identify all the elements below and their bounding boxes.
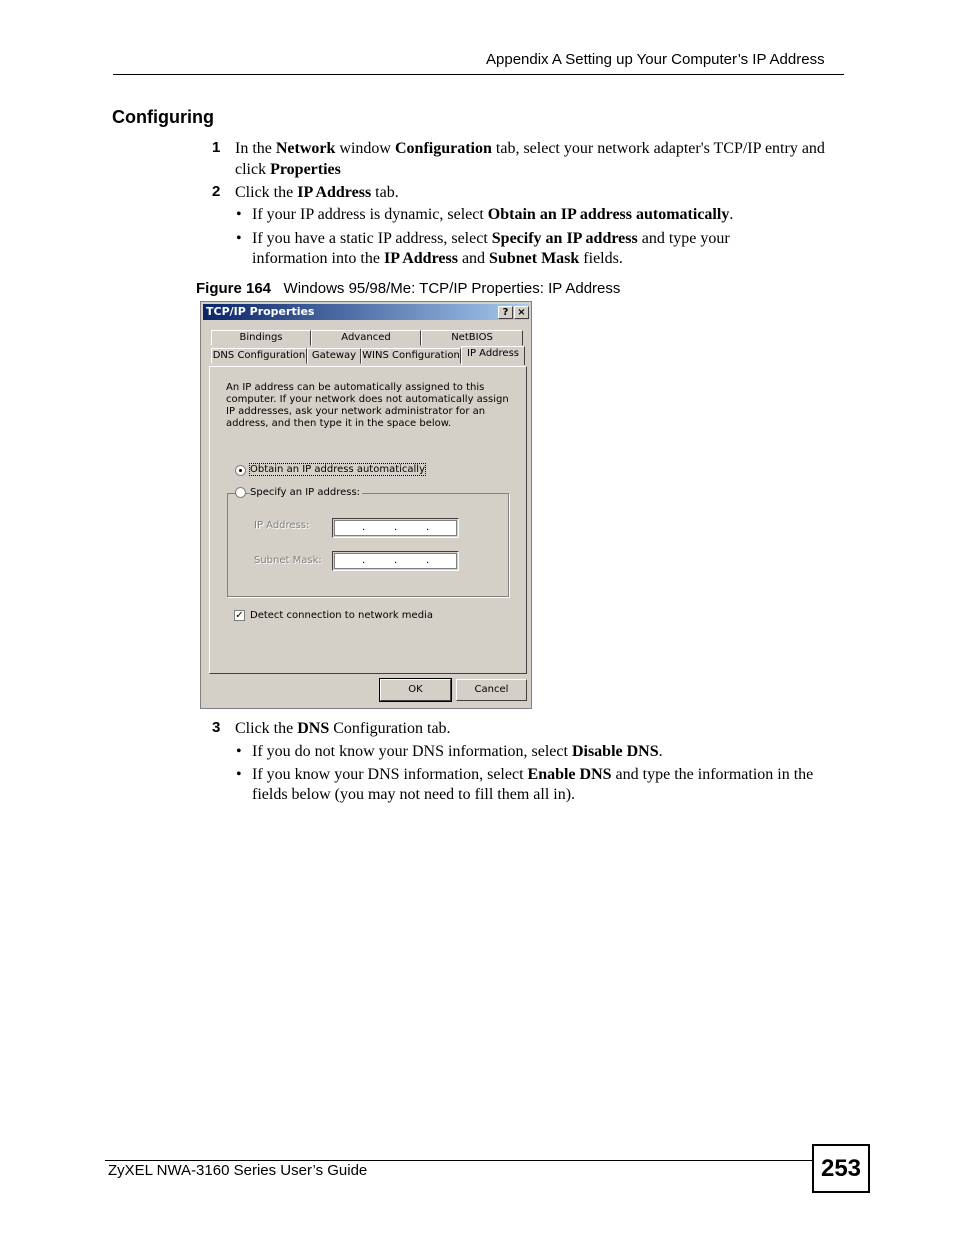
- tcpip-properties-dialog: [200, 301, 532, 709]
- obtain-ip-radio[interactable]: [235, 465, 246, 476]
- ip-address-label: IP Address:: [254, 520, 310, 531]
- step-3-text: Click the DNS Configuration tab.: [235, 720, 451, 737]
- bullet-marker: •: [236, 230, 242, 247]
- specify-ip-radio[interactable]: [235, 487, 246, 498]
- specify-ip-group: [227, 493, 509, 597]
- tab-ip-address[interactable]: IP Address: [461, 346, 525, 365]
- figure-caption: Figure 164 Windows 95/98/Me: TCP/IP Properties: IP Address: [196, 280, 621, 297]
- help-button[interactable]: ?: [498, 306, 513, 319]
- close-button[interactable]: ×: [514, 306, 529, 319]
- step-number: 3: [212, 719, 221, 736]
- obtain-ip-label[interactable]: Obtain an IP address automatically: [250, 464, 426, 475]
- subnet-mask-label: Subnet Mask:: [254, 555, 322, 566]
- cancel-button[interactable]: Cancel: [456, 679, 527, 701]
- tab-bindings[interactable]: Bindings: [211, 330, 311, 346]
- bullet-static-ip: If you have a static IP address, select Specify an IP address and type your information into the IP Address and Subnet Mask fields.: [252, 230, 730, 267]
- tab-netbios[interactable]: NetBIOS: [421, 330, 523, 346]
- footer-rule: [105, 1160, 813, 1161]
- tab-dns-configuration[interactable]: DNS Configuration: [211, 348, 307, 364]
- octet-separator: .: [362, 522, 366, 533]
- ip-address-field[interactable]: [332, 518, 459, 538]
- bullet-marker: •: [236, 206, 242, 223]
- step-number: 2: [212, 183, 221, 200]
- bullet-enable-dns: If you know your DNS information, select Enable DNS and type the information in the fields below (you may not need to fill them all in).: [252, 766, 814, 803]
- octet-separator: .: [426, 555, 430, 566]
- tab-gateway[interactable]: Gateway: [307, 348, 361, 364]
- dialog-title: TCP/IP Properties: [206, 305, 315, 318]
- bullet-dynamic-ip: If your IP address is dynamic, select Obtain an IP address automatically.: [252, 206, 734, 223]
- detect-media-label[interactable]: Detect connection to network media: [250, 610, 433, 621]
- header-rule: [113, 74, 844, 75]
- octet-separator: .: [426, 522, 430, 533]
- step-1-text: In the Network window Configuration tab, select your network adapter's TCP/IP entry and click Properties: [235, 140, 825, 178]
- detect-media-checkbox[interactable]: ✓: [235, 610, 244, 621]
- running-header: Appendix A Setting up Your Computer’s IP Address: [486, 51, 825, 68]
- bullet-disable-dns: If you do not know your DNS information, select Disable DNS.: [252, 743, 663, 760]
- tab-advanced[interactable]: Advanced: [311, 330, 421, 346]
- ok-button[interactable]: OK: [380, 679, 451, 701]
- bullet-marker: •: [236, 743, 242, 760]
- octet-separator: .: [394, 522, 398, 533]
- octet-separator: .: [362, 555, 366, 566]
- step-number: 1: [212, 139, 221, 156]
- tab-wins-configuration[interactable]: WINS Configuration: [361, 348, 461, 364]
- step-2-text: Click the IP Address tab.: [235, 184, 399, 201]
- footer-guide-title: ZyXEL NWA-3160 Series User’s Guide: [108, 1162, 368, 1179]
- page-number: 253: [812, 1144, 870, 1193]
- subnet-mask-field[interactable]: [332, 551, 459, 571]
- octet-separator: .: [394, 555, 398, 566]
- dialog-description: An IP address can be automatically assigned to this computer. If your network does not automatically assign IP addresses, ask your network administrator for an address, and then type it in the space below.: [226, 382, 509, 429]
- dialog-titlebar: [203, 304, 529, 320]
- bullet-marker: •: [236, 766, 242, 783]
- section-title: Configuring: [112, 107, 214, 127]
- specify-ip-label[interactable]: Specify an IP address:: [250, 487, 361, 498]
